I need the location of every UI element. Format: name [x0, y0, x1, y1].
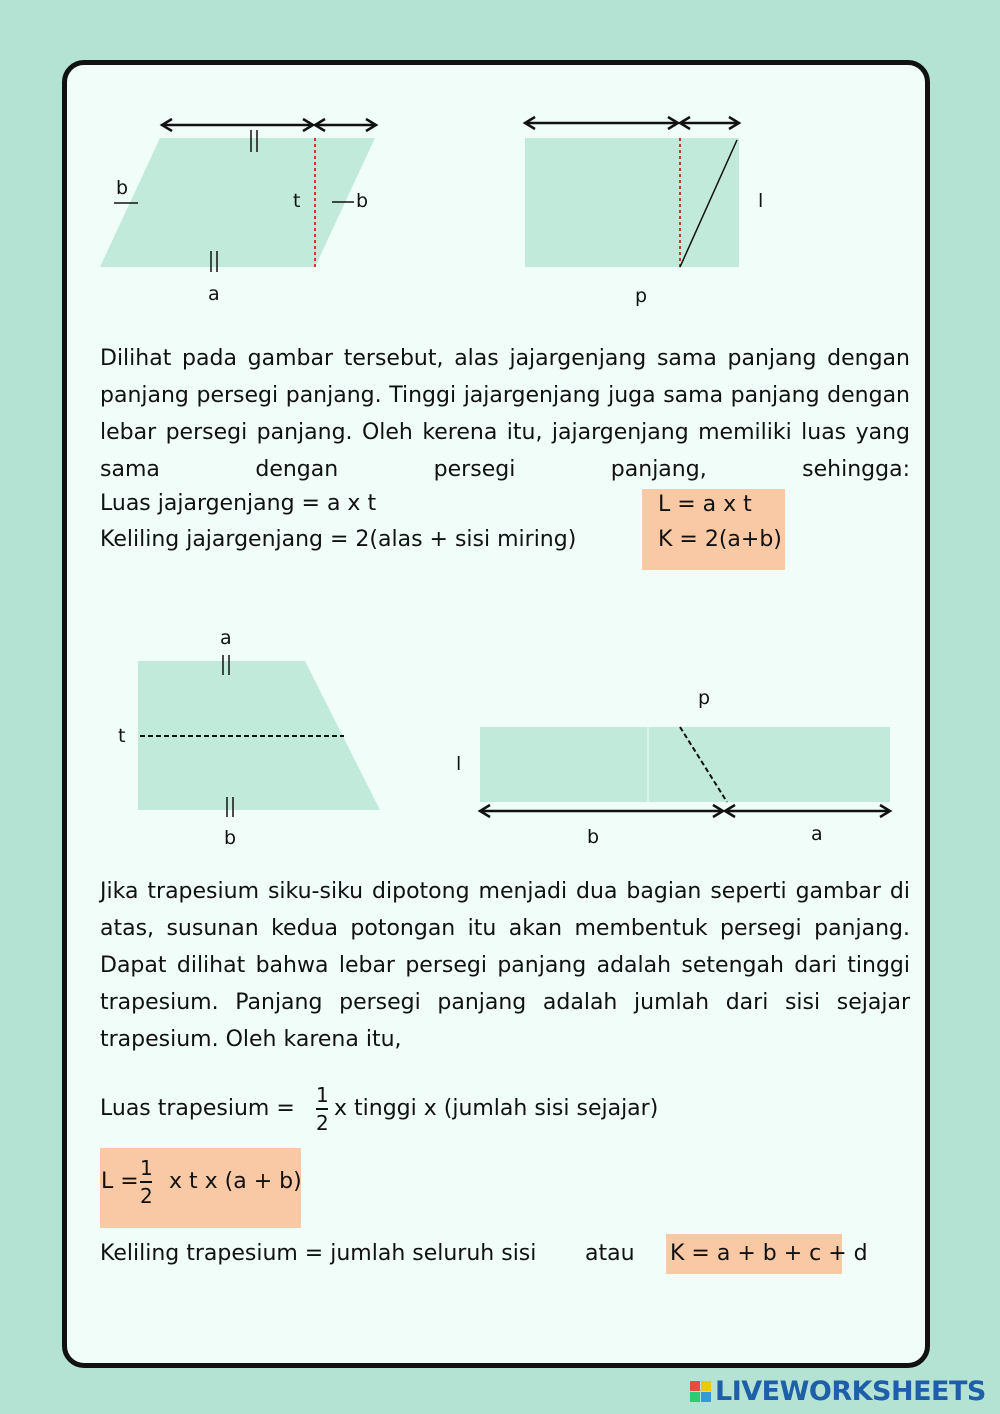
label-b: b [587, 826, 600, 848]
box-suffix: x t x (a + b) [169, 1169, 302, 1194]
area-formula: L = a x t [658, 492, 752, 517]
box-prefix: L = [101, 1169, 139, 1194]
label-b-right: b [356, 190, 369, 212]
paragraph-trapezoid: Jika trapesium siku-siku dipotong menjadi dua bagian seperti gambar di atas, susunan kedua potongan itu akan membentuk persegi panjang. Dapat dilihat bahwa lebar persegi panjang adalah setengah dari tinggi trapesium. Panjang persegi panjang adalah jumlah dari sisi sejajar trapesium. Oleh karena itu, [100, 879, 910, 1052]
label-a: a [811, 823, 823, 845]
perimeter-formula: K = 2(a+b) [658, 527, 782, 552]
label-p: p [698, 687, 711, 709]
logo-icon [690, 1381, 711, 1402]
area-text: Luas jajargenjang = a x t [100, 491, 377, 516]
label-p: p [635, 285, 648, 307]
half-fraction: 1 2 [316, 1083, 329, 1135]
label-t: t [118, 725, 126, 747]
trapezoid-figure [110, 620, 400, 855]
combined-rectangle [480, 727, 890, 802]
paragraph-parallelogram: Dilihat pada gambar tersebut, alas jajargenjang sama panjang dengan panjang persegi panjang. Tinggi jajargenjang juga sama panjang dengan lebar persegi panjang. Oleh kerena itu, jajargenjang memiliki luas yang sama dengan persegi panjang, sehingga: [100, 346, 910, 482]
label-a: a [208, 283, 220, 305]
parallelogram-formula-box [642, 489, 785, 570]
label-l: l [456, 753, 462, 775]
rectangle-figure [515, 110, 785, 310]
label-b-left: b [116, 177, 129, 199]
parallelogram-figure [90, 110, 390, 310]
or-word: atau [585, 1241, 635, 1266]
label-a: a [220, 627, 232, 649]
liveworksheets-logo[interactable] [690, 1376, 986, 1407]
label-b: b [224, 827, 237, 849]
trapezoid-area-suffix: x tinggi x (jumlah sisi sejajar) [334, 1096, 659, 1121]
trapezoid-area-prefix: Luas trapesium = [100, 1096, 295, 1121]
box-half-fraction: 1 2 [140, 1156, 153, 1208]
trapezoid-perimeter-text: Keliling trapesium = jumlah seluruh sisi [100, 1241, 537, 1266]
logo-text: LIVEWORKSHEETS [715, 1376, 986, 1407]
label-l: l [758, 190, 764, 212]
trapezoid-perimeter-formula: K = a + b + c + d [670, 1241, 868, 1266]
rectangle-shape [525, 138, 739, 267]
perimeter-text: Keliling jajargenjang = 2(alas + sisi miring) [100, 527, 577, 552]
combined-rectangle-figure [450, 680, 900, 850]
label-t: t [293, 190, 301, 212]
